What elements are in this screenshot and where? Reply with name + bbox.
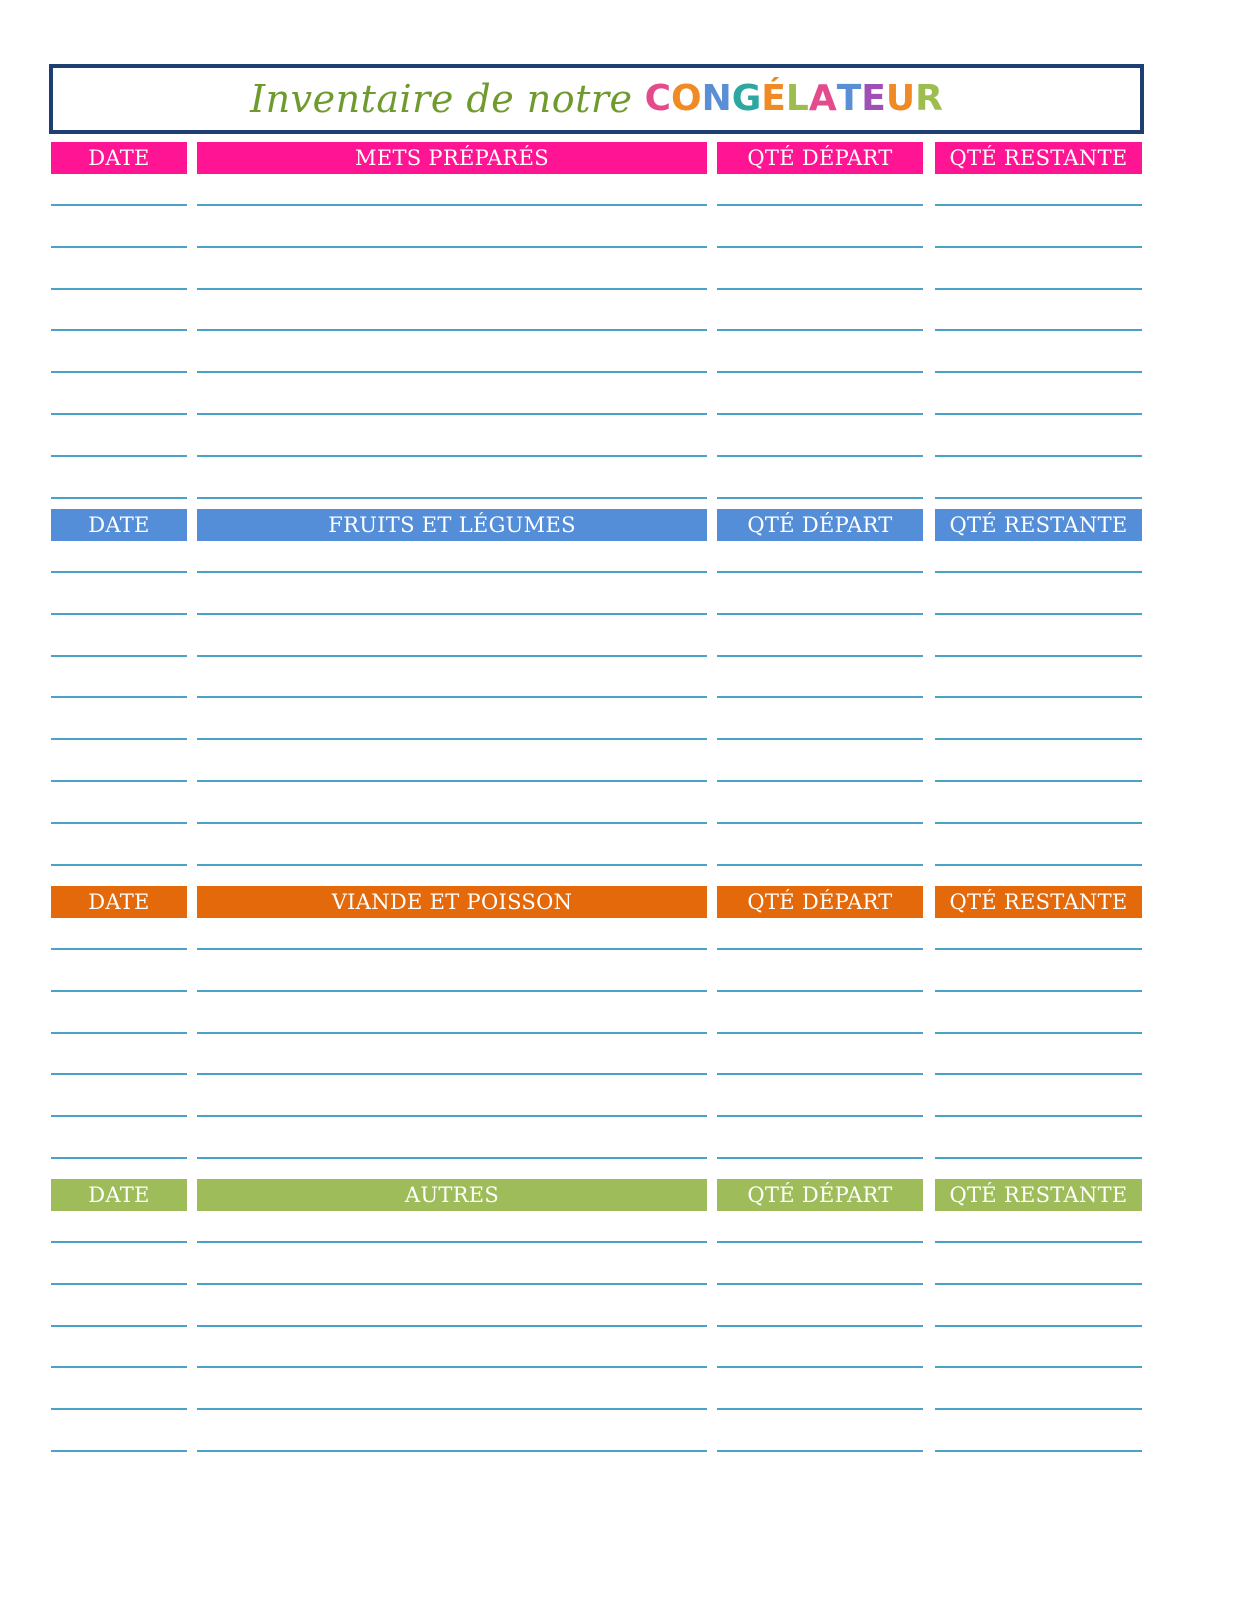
entry-line-category[interactable] — [197, 329, 707, 331]
entry-line-date[interactable] — [51, 413, 187, 415]
entry-line-qty-start[interactable] — [717, 948, 923, 950]
entry-line-date[interactable] — [51, 1283, 187, 1285]
entry-line-date[interactable] — [51, 571, 187, 573]
entry-line-category[interactable] — [197, 571, 707, 573]
header-qty-start: QTÉ DÉPART — [717, 886, 923, 918]
entry-line-qty-left[interactable] — [935, 1241, 1142, 1243]
header-date: DATE — [51, 509, 187, 541]
title-letter: O — [670, 78, 702, 119]
entry-line-category[interactable] — [197, 288, 707, 290]
entry-line-date[interactable] — [51, 246, 187, 248]
entry-line-category[interactable] — [197, 990, 707, 992]
entry-line-date[interactable] — [51, 864, 187, 866]
title-letter: C — [644, 78, 671, 119]
header-date: DATE — [51, 886, 187, 918]
entry-line-qty-left[interactable] — [935, 613, 1142, 615]
entry-line-qty-start[interactable] — [717, 1073, 923, 1075]
entry-line-qty-start[interactable] — [717, 655, 923, 657]
entry-line-category[interactable] — [197, 864, 707, 866]
entry-line-qty-start[interactable] — [717, 204, 923, 206]
entry-line-category[interactable] — [197, 1157, 707, 1159]
entry-line-date[interactable] — [51, 1325, 187, 1327]
title-script-text: Inventaire de notre — [250, 77, 633, 121]
entry-line-qty-start[interactable] — [717, 1115, 923, 1117]
entry-line-qty-left[interactable] — [935, 655, 1142, 657]
entry-line-qty-start[interactable] — [717, 1366, 923, 1368]
entry-line-category[interactable] — [197, 1283, 707, 1285]
entry-line-date[interactable] — [51, 497, 187, 499]
entry-line-date[interactable] — [51, 455, 187, 457]
entry-line-date[interactable] — [51, 371, 187, 373]
title-letter: L — [785, 78, 809, 119]
header-date: DATE — [51, 142, 187, 174]
entry-line-qty-start[interactable] — [717, 246, 923, 248]
entry-line-category[interactable] — [197, 1408, 707, 1410]
entry-line-qty-left[interactable] — [935, 288, 1142, 290]
entry-line-qty-start[interactable] — [717, 1450, 923, 1452]
entry-line-qty-left[interactable] — [935, 1283, 1142, 1285]
entry-line-qty-start[interactable] — [717, 497, 923, 499]
header-qty-left: QTÉ RESTANTE — [935, 509, 1142, 541]
header-category: METS PRÉPARÉS — [197, 142, 707, 174]
entry-line-qty-start[interactable] — [717, 738, 923, 740]
entry-line-category[interactable] — [197, 1325, 707, 1327]
header-qty-start: QTÉ DÉPART — [717, 142, 923, 174]
entry-line-qty-left[interactable] — [935, 1408, 1142, 1410]
entry-line-qty-left[interactable] — [935, 864, 1142, 866]
entry-line-category[interactable] — [197, 371, 707, 373]
entry-line-category[interactable] — [197, 948, 707, 950]
entry-line-date[interactable] — [51, 990, 187, 992]
entry-line-qty-left[interactable] — [935, 1115, 1142, 1117]
entry-line-qty-start[interactable] — [717, 571, 923, 573]
title-caps-text — [644, 78, 943, 119]
entry-line-date[interactable] — [51, 948, 187, 950]
header-qty-left: QTÉ RESTANTE — [935, 142, 1142, 174]
entry-line-category[interactable] — [197, 1032, 707, 1034]
entry-line-category[interactable] — [197, 455, 707, 457]
title-letter: T — [836, 78, 862, 119]
entry-line-date[interactable] — [51, 1366, 187, 1368]
entry-line-qty-left[interactable] — [935, 571, 1142, 573]
entry-line-category[interactable] — [197, 655, 707, 657]
header-date: DATE — [51, 1179, 187, 1211]
entry-line-category[interactable] — [197, 696, 707, 698]
title-letter: N — [701, 78, 732, 119]
entry-line-qty-start[interactable] — [717, 613, 923, 615]
entry-line-date[interactable] — [51, 780, 187, 782]
entry-line-qty-left[interactable] — [935, 1032, 1142, 1034]
entry-line-qty-start[interactable] — [717, 1325, 923, 1327]
entry-line-qty-left[interactable] — [935, 990, 1142, 992]
title-letter: U — [885, 78, 916, 119]
entry-line-category[interactable] — [197, 497, 707, 499]
entry-line-qty-left[interactable] — [935, 497, 1142, 499]
title-letter: G — [731, 78, 762, 119]
entry-line-date[interactable] — [51, 1073, 187, 1075]
entry-line-qty-left[interactable] — [935, 948, 1142, 950]
entry-line-date[interactable] — [51, 822, 187, 824]
entry-line-qty-start[interactable] — [717, 1157, 923, 1159]
entry-line-date[interactable] — [51, 1450, 187, 1452]
entry-line-category[interactable] — [197, 613, 707, 615]
entry-line-category[interactable] — [197, 780, 707, 782]
entry-line-qty-left[interactable] — [935, 738, 1142, 740]
entry-line-date[interactable] — [51, 1115, 187, 1117]
entry-line-qty-left[interactable] — [935, 1366, 1142, 1368]
header-category: FRUITS ET LÉGUMES — [197, 509, 707, 541]
entry-line-category[interactable] — [197, 204, 707, 206]
entry-line-qty-start[interactable] — [717, 990, 923, 992]
entry-line-category[interactable] — [197, 246, 707, 248]
entry-line-qty-start[interactable] — [717, 1241, 923, 1243]
entry-line-date[interactable] — [51, 1241, 187, 1243]
entry-line-qty-left[interactable] — [935, 413, 1142, 415]
entry-line-qty-start[interactable] — [717, 1408, 923, 1410]
entry-line-qty-start[interactable] — [717, 1032, 923, 1034]
entry-line-category[interactable] — [197, 1450, 707, 1452]
entry-line-category[interactable] — [197, 1115, 707, 1117]
title-letter: A — [808, 78, 837, 119]
header-qty-start: QTÉ DÉPART — [717, 509, 923, 541]
header-qty-left: QTÉ RESTANTE — [935, 886, 1142, 918]
entry-line-qty-start[interactable] — [717, 371, 923, 373]
entry-line-qty-left[interactable] — [935, 1325, 1142, 1327]
entry-line-qty-start[interactable] — [717, 696, 923, 698]
entry-line-qty-left[interactable] — [935, 1073, 1142, 1075]
entry-line-qty-start[interactable] — [717, 455, 923, 457]
entry-line-qty-start[interactable] — [717, 864, 923, 866]
entry-line-qty-start[interactable] — [717, 329, 923, 331]
entry-line-date[interactable] — [51, 288, 187, 290]
title-letter: R — [915, 78, 943, 119]
entry-line-category[interactable] — [197, 822, 707, 824]
entry-line-qty-left[interactable] — [935, 371, 1142, 373]
entry-line-date[interactable] — [51, 1157, 187, 1159]
entry-line-date[interactable] — [51, 329, 187, 331]
entry-line-date[interactable] — [51, 738, 187, 740]
entry-line-date[interactable] — [51, 204, 187, 206]
title-letter: E — [861, 78, 886, 119]
entry-line-qty-start[interactable] — [717, 1283, 923, 1285]
entry-line-qty-left[interactable] — [935, 1157, 1142, 1159]
header-qty-start: QTÉ DÉPART — [717, 1179, 923, 1211]
page-title-box — [49, 64, 1144, 134]
header-category: AUTRES — [197, 1179, 707, 1211]
entry-line-qty-start[interactable] — [717, 413, 923, 415]
entry-line-qty-start[interactable] — [717, 780, 923, 782]
entry-line-category[interactable] — [197, 1241, 707, 1243]
header-category: VIANDE ET POISSON — [197, 886, 707, 918]
entry-line-date[interactable] — [51, 1032, 187, 1034]
entry-line-qty-left[interactable] — [935, 1450, 1142, 1452]
header-qty-left: QTÉ RESTANTE — [935, 1179, 1142, 1211]
entry-line-category[interactable] — [197, 738, 707, 740]
entry-line-qty-left[interactable] — [935, 455, 1142, 457]
entry-line-date[interactable] — [51, 613, 187, 615]
entry-line-date[interactable] — [51, 1408, 187, 1410]
entry-line-qty-left[interactable] — [935, 246, 1142, 248]
entry-line-date[interactable] — [51, 696, 187, 698]
entry-line-category[interactable] — [197, 1366, 707, 1368]
entry-line-category[interactable] — [197, 413, 707, 415]
entry-line-category[interactable] — [197, 1073, 707, 1075]
entry-line-qty-left[interactable] — [935, 329, 1142, 331]
entry-line-qty-left[interactable] — [935, 204, 1142, 206]
entry-line-qty-start[interactable] — [717, 288, 923, 290]
entry-line-date[interactable] — [51, 655, 187, 657]
entry-line-qty-start[interactable] — [717, 822, 923, 824]
entry-line-qty-left[interactable] — [935, 822, 1142, 824]
title-letter: É — [761, 78, 786, 119]
entry-line-qty-left[interactable] — [935, 696, 1142, 698]
entry-line-qty-left[interactable] — [935, 780, 1142, 782]
